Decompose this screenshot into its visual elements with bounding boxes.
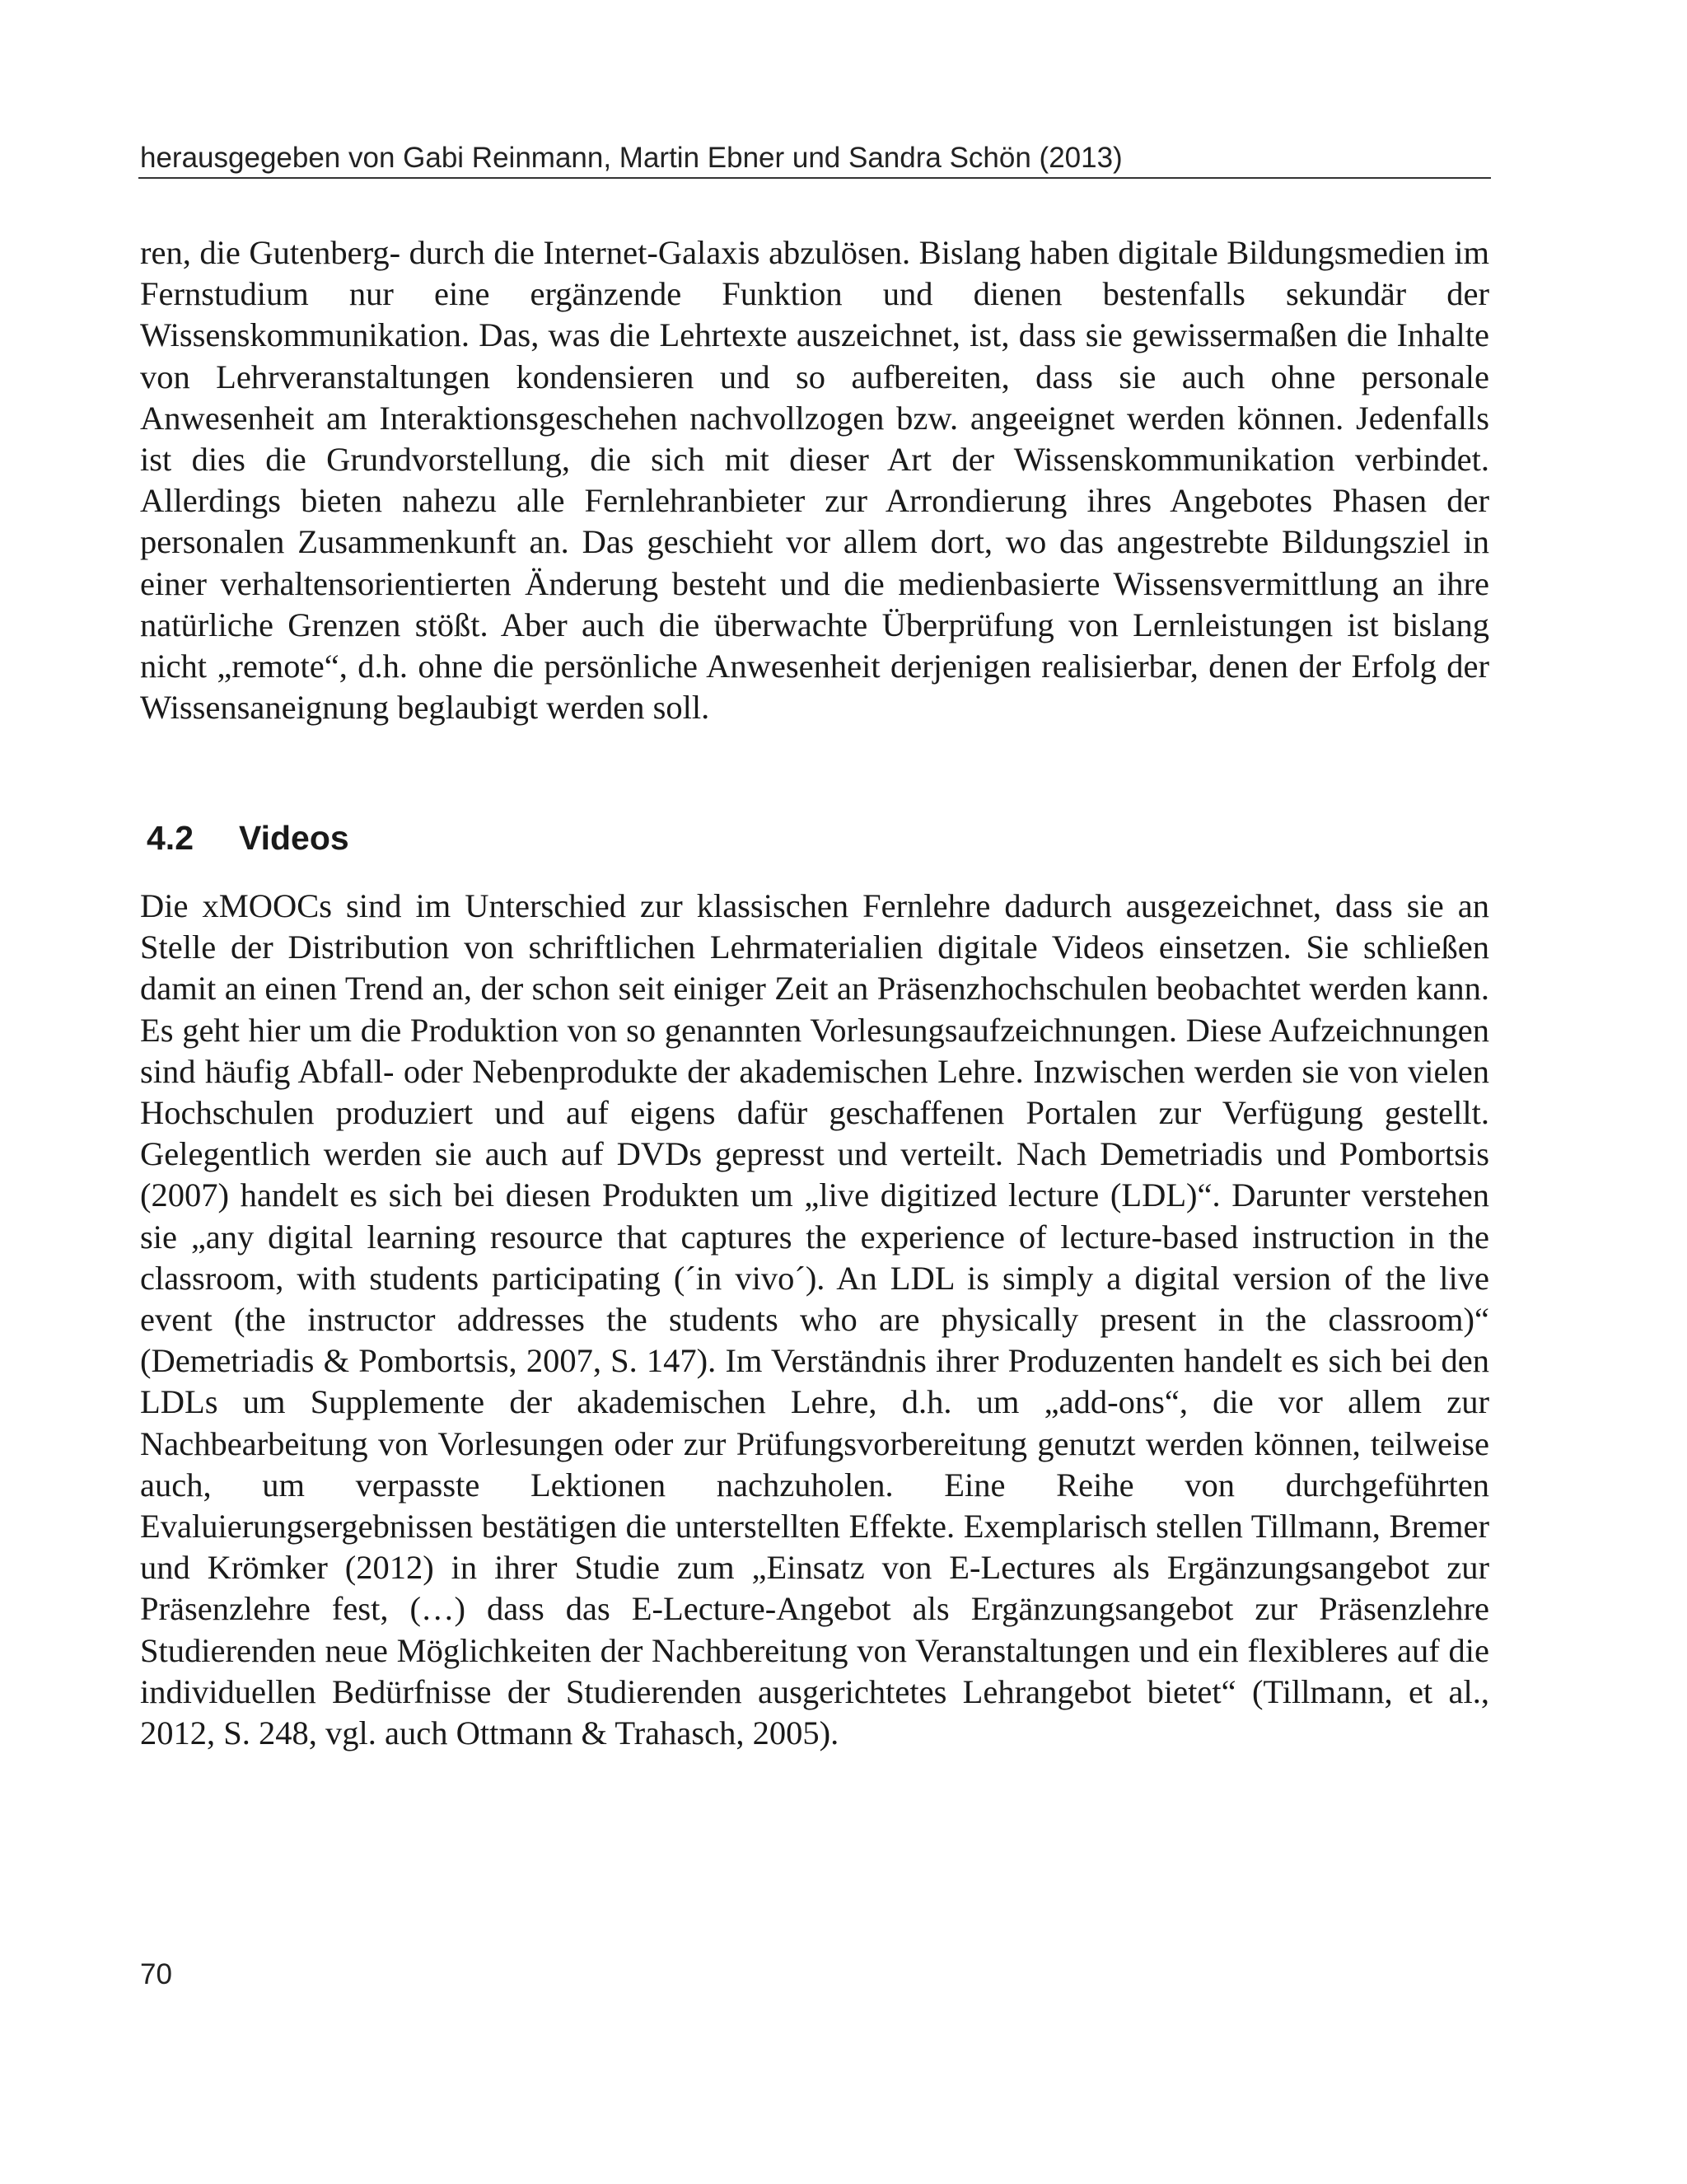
section-title: Videos xyxy=(239,819,349,857)
running-header: herausgegeben von Gabi Reinmann, Martin Ebner und Sandra Schön (2013) xyxy=(140,142,1123,174)
body-paragraph-2: Die xMOOCs sind im Unterschied zur klassischen Fernlehre dadurch ausgezeichnet, dass sie an Stelle der Distribution von schriftlichen Lehrmaterialien digitale Videos einsetzen. Sie schließen damit an einen Trend an, der schon seit einiger Zeit an Präsenzhochschulen beobachtet werden kann. Es geht hier um die Produktion von so genannten Vorlesungsaufzeichnungen. Diese Aufzeichnungen sind häufig Abfall- oder Nebenprodukte der akademischen Lehre. Inzwischen werden sie von vielen Hochschulen produziert und auf eigens dafür geschaffenen Portalen zur Verfügung gestellt. Gelegentlich werden sie auch auf DVDs gepresst und verteilt. Nach Demetriadis und Pombortsis (2007) handelt es sich bei diesen Produkten um „live digitized lecture (LDL)“. Darunter verstehen sie „any digital learning resource that captures the experience of lecture-based instruction in the classroom, with students participating (´in vivo´). An LDL is simply a digital version of the live event (the instructor addresses the students who are physically present in the classroom)“ (Demetriadis & Pombortsis, 2007, S. 147). Im Verständnis ihrer Produzenten handelt es sich bei den LDLs um Supplemente der akademischen Lehre, d.h. um „add-ons“, die vor allem zur Nachbearbeitung von Vorlesungen oder zur Prüfungsvorbereitung genutzt werden können, teilweise auch, um verpasste Lektionen nachzuholen. Eine Reihe von durchgeführten Evaluierungsergebnissen bestätigen die unterstellten Effekte. Exemplarisch stellen Tillmann, Bremer und Krömker (2012) in ihrer Studie zum „Einsatz von E-Lectures als Ergänzungsangebot zur Präsenzlehre fest, (…) dass das E-Lecture-Angebot als Ergänzungsangebot zur Präsenzlehre Studierenden neue Möglichkeiten der Nachbereitung von Veranstaltungen und ein flexibleres auf die individuellen Bedürfnisse der Studierenden ausgerichtetes Lehrangebot bietet“ (Tillmann, et al., 2012, S. 248, vgl. auch Ottmann & Trahasch, 2005). xyxy=(140,887,1489,1752)
section-heading xyxy=(147,817,349,858)
page-number: 70 xyxy=(140,1958,172,1990)
header-rule xyxy=(138,177,1491,179)
section-number: 4.2 xyxy=(147,819,194,857)
body-paragraph-1: ren, die Gutenberg- durch die Internet-Galaxis abzulösen. Bislang haben digitale Bildungsmedien im Fernstudium nur eine ergänzende Funktion und dienen bestenfalls sekundär der Wissenskommunikation. Das, was die Lehrtexte auszeichnet, ist, dass sie gewissermaßen die Inhalte von Lehrveranstaltungen kondensieren und so aufbereiten, dass sie auch ohne personale Anwesenheit am Interaktionsgeschehen nachvollzogen bzw. angeeignet werden können. Jedenfalls ist dies die Grundvorstellung, die sich mit dieser Art der Wissenskommunikation verbindet. Allerdings bieten nahezu alle Fernlehranbieter zur Arrondierung ihres Angebotes Phasen der personalen Zusammenkunft an. Das geschieht vor allem dort, wo das angestrebte Bildungsziel in einer verhaltensorientierten Änderung besteht und die medienbasierte Wissensvermittlung an ihre natürliche Grenzen stößt. Aber auch die überwachte Überprüfung von Lernleistungen ist bislang nicht „remote“, d.h. ohne die persönliche Anwesenheit derjenigen realisierbar, denen der Erfolg der Wissensaneignung beglaubigt werden soll. xyxy=(140,234,1489,727)
